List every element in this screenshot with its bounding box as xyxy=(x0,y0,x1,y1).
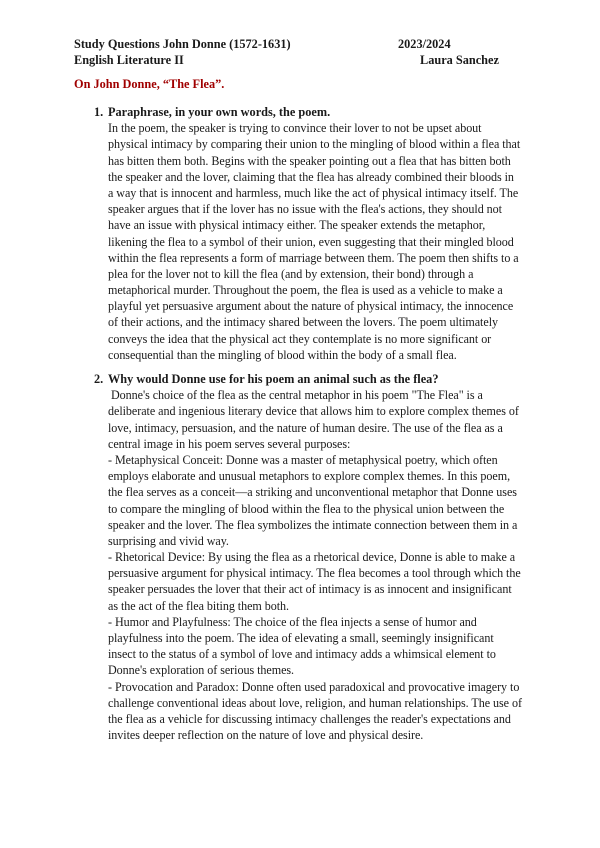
answer-body xyxy=(108,120,544,363)
answer-line: Donne's choice of the flea as the central metaphor in his poem "The Flea" is a xyxy=(108,388,483,403)
answer-line: conveys the idea that the physical act they contemplate is no more significant or xyxy=(108,331,492,346)
question-2 xyxy=(94,371,544,743)
answer-line: speaker and the lover. The flea symbolizes the intimate connection between them in a xyxy=(108,517,518,532)
answer-line: physical intimacy by comparing their union to the mingling of blood within a flea that xyxy=(108,137,521,152)
question-1 xyxy=(94,104,544,363)
answer-line: - Rhetorical Device: By using the flea as a rhetorical device, Donne is able to make a xyxy=(108,550,516,565)
answer-line: Donne's exploration of serious themes. xyxy=(108,663,295,678)
answer-line: - Humor and Playfulness: The choice of the flea injects a sense of humor and xyxy=(108,614,477,629)
answer-line: insect to the status of a symbol of love and intimacy adds a whimsical element to xyxy=(108,647,496,662)
answer-line: love, intimacy, persuasion, and the nature of human desire. The use of the flea as a xyxy=(108,420,503,435)
question-number: 2. xyxy=(94,372,104,386)
answer-line: of their actions, and the intimacy shared between the lovers. The poem ultimately xyxy=(108,315,498,330)
academic-year: 2023/2024 xyxy=(398,37,451,51)
answer-line: - Metaphysical Conceit: Donne was a master of metaphysical poetry, which often xyxy=(108,452,498,467)
question-number: 1. xyxy=(94,105,104,119)
answer-line: speaker persuades the lover that their act of intimacy is as innocent and insignificant xyxy=(108,582,512,597)
course-title: Study Questions John Donne (1572-1631) xyxy=(74,37,291,51)
answer-line: the flea as a vehicle for discussing intimacy challenges the reader's expectations and xyxy=(108,711,511,726)
answer-line: playfulness into the poem. The idea of elevating a small, seemingly insignificant xyxy=(108,631,494,645)
answer-line: central image in his poem serves several purposes: xyxy=(108,436,351,451)
answer-line: to compare the mingling of blood within the flea to the physical union between the xyxy=(108,501,505,516)
answer-line: consequential than the mingling of blood within the body of a small flea. xyxy=(108,347,457,362)
author-name: Laura Sanchez xyxy=(420,53,499,67)
answer-line: speaker argues that if the lover has no issue with the flea's actions, they should not xyxy=(108,202,502,217)
subject: English Literature II xyxy=(74,53,184,67)
question-heading xyxy=(94,104,544,120)
answer-line: deliberate and ingenious literary device that allows him to explore complex themes of xyxy=(108,404,519,419)
answer-line: invites deeper reflection on the nature of love and physical desire. xyxy=(108,728,424,743)
answer-line: surprising and vivid way. xyxy=(108,533,229,548)
answer-line: the speaker and the lover, claiming that the flea has already combined their bloods in xyxy=(108,169,514,184)
answer-line: as the act of the flea biting them both. xyxy=(108,598,290,613)
answer-line: employs elaborate and unusual metaphors to explore complex themes. In this poem, xyxy=(108,469,511,484)
answer-line: metaphorical murder. Throughout the poem, the flea is used as a vehicle to make a xyxy=(108,283,503,298)
answer-line: within the flea represents a form of marriage between them. The poem then shifts to a xyxy=(108,250,519,265)
answer-line: playful yet persuasive argument about the nature of physical intimacy, the innocence xyxy=(108,299,514,314)
answer-line: challenge conventional ideas about love, religion, and human relationships. The use of xyxy=(108,695,522,710)
question-heading xyxy=(94,371,544,387)
answer-line: plea for the lover not to kill the flea (and by extension, their bond) through a xyxy=(108,266,474,281)
answer-body xyxy=(108,387,544,743)
question-text: Why would Donne use for his poem an animal such as the flea? xyxy=(108,372,439,386)
answer-line: - Provocation and Paradox: Donne often used paradoxical and provocative imagery to xyxy=(108,679,520,694)
answer-line: likening the flea to a symbol of their union, even suggesting that their mingled blood xyxy=(108,234,514,249)
question-text: Paraphrase, in your own words, the poem. xyxy=(108,105,331,119)
answer-line: a way that is innocent and harmless, much like the act of physical intimacy itself. The xyxy=(108,185,519,200)
answer-line: have an issue with physical intimacy either. The speaker extends the metaphor, xyxy=(108,218,486,233)
answer-line: persuasive argument for physical intimacy. The flea becomes a tool through which the xyxy=(108,566,521,581)
answer-line: the flea serves as a conceit—a striking and unconventional metaphor that Donne uses xyxy=(108,485,517,500)
answer-line: In the poem, the speaker is trying to convince their lover to not be upset about xyxy=(108,121,482,136)
answer-line: has bitten them both. Begins with the speaker pointing out a flea that has bitten both xyxy=(108,153,511,168)
section-title: On John Donne, “The Flea”. xyxy=(74,77,225,91)
